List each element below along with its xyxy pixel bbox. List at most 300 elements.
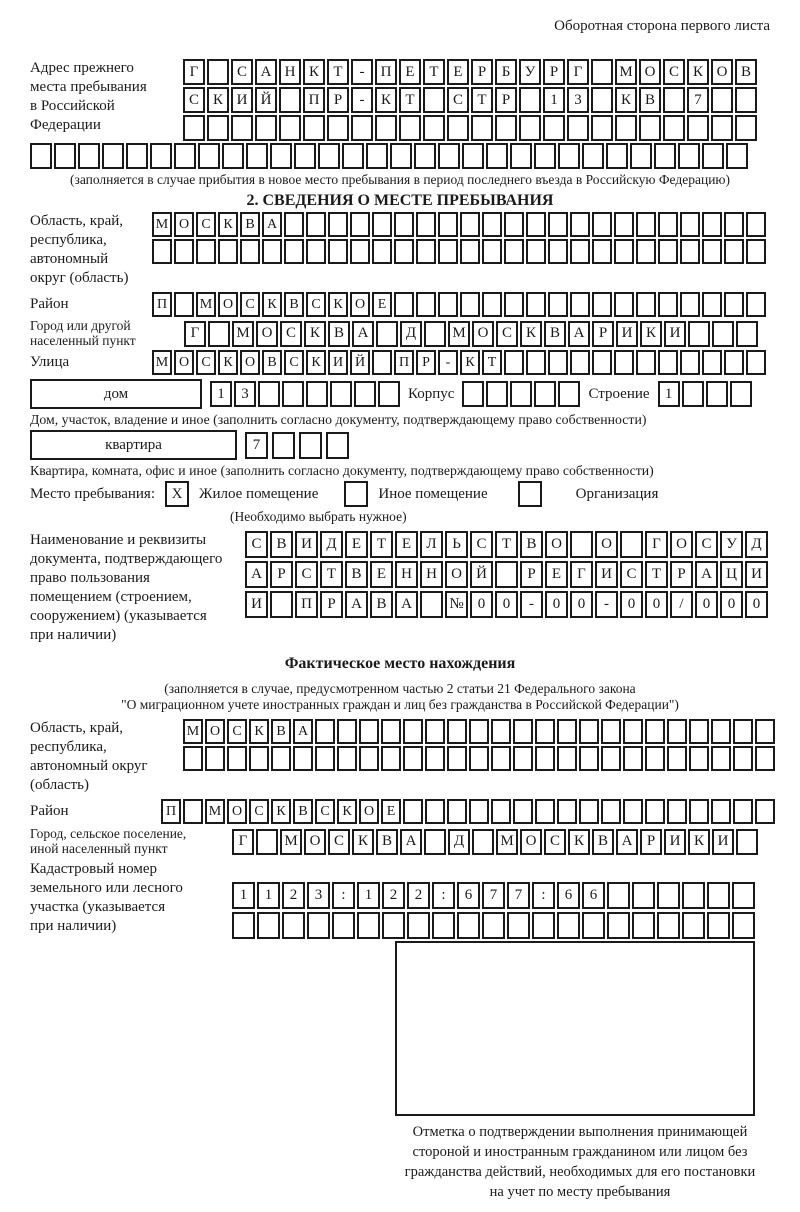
char-cell (658, 212, 678, 237)
char-cell: О (205, 719, 225, 744)
char-cell (702, 212, 722, 237)
char-cell (601, 719, 621, 744)
char-cell (526, 292, 546, 317)
char-cell: П (303, 87, 325, 113)
char-cell (472, 829, 494, 855)
checkbox-organizaciya (518, 481, 542, 507)
checkbox-zhiloe: X (165, 481, 189, 507)
char-cell (732, 882, 755, 909)
char-cell: - (351, 87, 373, 113)
char-cell (403, 746, 423, 771)
char-cell: : (432, 882, 455, 909)
char-cell: / (670, 591, 693, 618)
stroenie-label: Строение (588, 385, 650, 402)
city-block (30, 319, 770, 348)
char-cell (350, 212, 370, 237)
char-cell: 2 (282, 882, 305, 909)
char-cell: М (232, 321, 254, 347)
char-cell (548, 292, 568, 317)
char-cell (663, 115, 685, 141)
char-cell (654, 143, 676, 169)
city-label (30, 319, 184, 348)
char-cell: Е (447, 59, 469, 85)
label-line: земельного или лесного (30, 880, 183, 896)
char-cell (667, 799, 687, 824)
cadastral-row-1 (232, 882, 755, 909)
char-cell (623, 719, 643, 744)
char-cell (482, 212, 502, 237)
char-cell (293, 746, 313, 771)
stamp-caption-line: на учет по месту пребывания (489, 1184, 671, 1200)
char-cell (372, 212, 392, 237)
char-cell (486, 143, 508, 169)
char-cell (680, 239, 700, 264)
char-cell: М (280, 829, 302, 855)
char-cell: К (218, 350, 238, 375)
char-cell: - (520, 591, 543, 618)
char-cell (354, 381, 376, 407)
actual-city-row (232, 829, 758, 855)
char-cell (486, 381, 508, 407)
char-cell (582, 912, 605, 939)
char-cell (306, 381, 328, 407)
char-cell (438, 292, 458, 317)
char-cell (746, 212, 766, 237)
char-cell (736, 321, 758, 347)
char-cell: - (351, 59, 373, 85)
char-cell (460, 212, 480, 237)
char-cell: О (670, 531, 693, 558)
char-cell (491, 746, 511, 771)
char-cell (495, 561, 518, 588)
char-cell (504, 212, 524, 237)
char-cell: К (207, 87, 229, 113)
char-cell: Р (327, 87, 349, 113)
char-cell (240, 239, 260, 264)
char-cell (645, 746, 665, 771)
char-cell (726, 143, 748, 169)
char-cell (469, 719, 489, 744)
char-cell (591, 115, 613, 141)
char-cell: В (639, 87, 661, 113)
char-cell (680, 350, 700, 375)
char-cell (272, 432, 295, 459)
char-cell (724, 350, 744, 375)
prev-address-row-1 (183, 59, 757, 85)
label-line: иной населенный пункт (30, 840, 168, 856)
char-cell (381, 719, 401, 744)
char-cell (382, 912, 405, 939)
char-cell (102, 143, 124, 169)
char-cell: 0 (470, 591, 493, 618)
char-cell: П (295, 591, 318, 618)
char-cell (657, 912, 680, 939)
label-line: при наличии) (30, 918, 117, 934)
char-cell (462, 381, 484, 407)
char-cell: С (280, 321, 302, 347)
char-cell: 1 (357, 882, 380, 909)
char-cell (30, 143, 52, 169)
char-cell: Т (327, 59, 349, 85)
char-cell (689, 719, 709, 744)
char-cell: М (152, 350, 172, 375)
house-block (30, 379, 770, 409)
char-cell: С (470, 531, 493, 558)
char-cell: О (545, 531, 568, 558)
char-cell (328, 212, 348, 237)
char-cell (711, 799, 731, 824)
char-cell (724, 292, 744, 317)
char-cell (510, 381, 532, 407)
char-cell (255, 115, 277, 141)
char-cell (403, 799, 423, 824)
char-cell (557, 799, 577, 824)
char-cell: 7 (245, 432, 268, 459)
char-cell: С (284, 350, 304, 375)
char-cell (601, 799, 621, 824)
char-cell (711, 87, 733, 113)
char-cell (294, 143, 316, 169)
char-cell (513, 746, 533, 771)
char-cell: С (183, 87, 205, 113)
char-cell: А (245, 561, 268, 588)
char-cell: С (231, 59, 253, 85)
char-cell: Д (448, 829, 470, 855)
char-cell: М (152, 212, 172, 237)
char-cell (620, 531, 643, 558)
char-cell (438, 143, 460, 169)
label-line: при наличии) (30, 627, 117, 643)
char-cell: Р (416, 350, 436, 375)
char-cell: 0 (720, 591, 743, 618)
char-cell: 0 (545, 591, 568, 618)
char-cell: М (615, 59, 637, 85)
char-cell (636, 350, 656, 375)
char-cell: Р (495, 87, 517, 113)
char-cell: И (231, 87, 253, 113)
char-cell: М (183, 719, 203, 744)
street-label: Улица (30, 354, 70, 370)
region-block (30, 212, 770, 288)
char-cell: В (284, 292, 304, 317)
char-cell (658, 239, 678, 264)
char-cell (403, 719, 423, 744)
char-cell (558, 381, 580, 407)
char-cell (279, 87, 301, 113)
char-cell (416, 212, 436, 237)
char-cell: Т (320, 561, 343, 588)
cadastral-rows (232, 882, 755, 939)
char-cell: 1 (543, 87, 565, 113)
char-cell (78, 143, 100, 169)
char-cell: 1 (257, 882, 280, 909)
char-cell (447, 799, 467, 824)
char-cell: Г (567, 59, 589, 85)
page-side-note: Оборотная сторона первого листа (554, 18, 770, 34)
char-cell: К (568, 829, 590, 855)
char-cell (332, 912, 355, 939)
char-cell (150, 143, 172, 169)
char-cell (447, 746, 467, 771)
stay-type-note: (Необходимо выбрать нужное) (230, 509, 407, 524)
char-cell (658, 350, 678, 375)
char-cell (306, 212, 326, 237)
char-cell: 0 (495, 591, 518, 618)
char-cell: К (520, 321, 542, 347)
char-cell (755, 746, 775, 771)
char-cell: К (271, 799, 291, 824)
char-cell (724, 239, 744, 264)
cadastral-row-2 (232, 912, 755, 939)
char-cell (482, 292, 502, 317)
char-cell: Д (400, 321, 422, 347)
char-cell: О (304, 829, 326, 855)
char-cell (282, 912, 305, 939)
label-line: Адрес прежнего (30, 60, 134, 76)
char-cell: О (218, 292, 238, 317)
char-cell: 7 (507, 882, 530, 909)
char-cell: С (227, 719, 247, 744)
char-cell (591, 59, 613, 85)
char-cell: 6 (557, 882, 580, 909)
char-cell (746, 292, 766, 317)
char-cell (543, 115, 565, 141)
char-cell (733, 746, 753, 771)
char-cell (381, 746, 401, 771)
stamp-caption-line: Отметка о подтверждении выполнения принимающей (412, 1124, 748, 1140)
char-cell: И (328, 350, 348, 375)
char-cell: К (304, 321, 326, 347)
char-cell: М (448, 321, 470, 347)
label-line: места пребывания (30, 79, 147, 95)
char-cell: С (249, 799, 269, 824)
char-cell (372, 350, 392, 375)
char-cell: Й (350, 350, 370, 375)
char-cell (491, 719, 511, 744)
char-cell: Е (370, 561, 393, 588)
char-cell (519, 87, 541, 113)
char-cell: Г (184, 321, 206, 347)
region-label (30, 212, 152, 288)
char-cell: И (616, 321, 638, 347)
char-cell: К (303, 59, 325, 85)
char-cell (438, 212, 458, 237)
char-cell (462, 143, 484, 169)
char-cell (256, 829, 278, 855)
char-cell (645, 719, 665, 744)
char-cell: 3 (307, 882, 330, 909)
char-cell (491, 799, 511, 824)
char-cell (680, 212, 700, 237)
char-cell: 3 (234, 381, 256, 407)
char-cell (702, 143, 724, 169)
char-cell (270, 143, 292, 169)
char-cell (271, 746, 291, 771)
char-cell (614, 239, 634, 264)
char-cell: С (620, 561, 643, 588)
char-cell (279, 115, 301, 141)
char-cell: С (315, 799, 335, 824)
label-line: (область) (30, 777, 89, 793)
char-cell (632, 882, 655, 909)
char-cell: А (352, 321, 374, 347)
char-cell (711, 115, 733, 141)
char-cell (183, 746, 203, 771)
char-cell: П (394, 350, 414, 375)
char-cell: Г (570, 561, 593, 588)
document-row-1 (245, 531, 768, 558)
option-label-zhiloe: Жилое помещение (199, 485, 319, 502)
char-cell: К (375, 87, 397, 113)
char-cell: Б (495, 59, 517, 85)
district-row (152, 292, 766, 317)
char-cell: В (345, 561, 368, 588)
label-line: помещением (строением, (30, 589, 192, 605)
char-cell: К (352, 829, 374, 855)
char-cell: Е (372, 292, 392, 317)
char-cell (534, 143, 556, 169)
char-cell: Г (232, 829, 254, 855)
street-block (30, 350, 770, 375)
prev-address-rows (183, 59, 757, 141)
char-cell (630, 143, 652, 169)
char-cell (208, 321, 230, 347)
char-cell (231, 115, 253, 141)
char-cell (730, 381, 752, 407)
char-cell (207, 59, 229, 85)
char-cell: К (249, 719, 269, 744)
char-cell: Р (670, 561, 693, 588)
char-cell: М (196, 292, 216, 317)
char-cell (687, 115, 709, 141)
prev-address-row-2 (183, 87, 757, 113)
char-cell (570, 212, 590, 237)
document-label (30, 531, 245, 645)
char-cell: И (745, 561, 768, 588)
char-cell (460, 292, 480, 317)
apartment-row (245, 432, 349, 459)
char-cell (507, 912, 530, 939)
char-cell: О (445, 561, 468, 588)
char-cell (558, 143, 580, 169)
char-cell (504, 292, 524, 317)
char-cell: Р (320, 591, 343, 618)
region-row-1 (152, 212, 766, 237)
char-cell (457, 912, 480, 939)
char-cell (688, 321, 710, 347)
char-cell (307, 912, 330, 939)
stamp-caption-line: гражданства действий, необходимых для его постановки (404, 1164, 756, 1180)
char-cell: Е (395, 531, 418, 558)
char-cell: Г (183, 59, 205, 85)
char-cell (246, 143, 268, 169)
char-cell (425, 799, 445, 824)
char-cell (755, 719, 775, 744)
char-cell (394, 212, 414, 237)
char-cell (513, 719, 533, 744)
char-cell (592, 212, 612, 237)
char-cell: В (240, 212, 260, 237)
stay-type-label: Место пребывания: (30, 485, 155, 502)
cadastral-label (30, 860, 232, 936)
char-cell (399, 115, 421, 141)
char-cell (284, 239, 304, 264)
char-cell: М (205, 799, 225, 824)
char-cell (532, 912, 555, 939)
char-cell: Л (420, 531, 443, 558)
option-label-organizaciya: Организация (575, 485, 659, 502)
char-cell (535, 746, 555, 771)
char-cell (359, 719, 379, 744)
char-cell (615, 115, 637, 141)
char-cell (390, 143, 412, 169)
prev-address-block (30, 59, 770, 141)
apartment-block (30, 430, 770, 460)
char-cell (306, 239, 326, 264)
label-line: Область, край, (30, 720, 124, 736)
char-cell: О (520, 829, 542, 855)
stay-type-block (30, 481, 770, 507)
char-cell (702, 350, 722, 375)
char-cell: О (639, 59, 661, 85)
char-cell (337, 719, 357, 744)
actual-city-label (30, 827, 232, 856)
char-cell (469, 799, 489, 824)
char-cell: О (256, 321, 278, 347)
char-cell (513, 799, 533, 824)
char-cell: В (592, 829, 614, 855)
char-cell: П (161, 799, 181, 824)
char-cell (557, 746, 577, 771)
char-cell (707, 912, 730, 939)
char-cell (424, 321, 446, 347)
char-cell (712, 321, 734, 347)
char-cell: Й (255, 87, 277, 113)
char-cell (706, 381, 728, 407)
char-cell (724, 212, 744, 237)
char-cell: С (196, 350, 216, 375)
char-cell: Т (399, 87, 421, 113)
char-cell: Ь (445, 531, 468, 558)
char-cell (682, 882, 705, 909)
char-cell: К (328, 292, 348, 317)
char-cell: 0 (745, 591, 768, 618)
char-cell: Р (543, 59, 565, 85)
char-cell: О (350, 292, 370, 317)
char-cell (678, 143, 700, 169)
char-cell (510, 143, 532, 169)
char-cell (350, 239, 370, 264)
char-cell (504, 239, 524, 264)
char-cell: П (375, 59, 397, 85)
stamp-caption-line: стороной и иностранным гражданином или лицом без (412, 1144, 748, 1160)
char-cell (232, 912, 255, 939)
char-cell: Т (495, 531, 518, 558)
char-cell (526, 350, 546, 375)
char-cell (579, 746, 599, 771)
document-row-2 (245, 561, 768, 588)
char-cell (623, 746, 643, 771)
char-cell (351, 115, 373, 141)
char-cell: Е (381, 799, 401, 824)
char-cell: В (376, 829, 398, 855)
char-cell: К (460, 350, 480, 375)
char-cell: 2 (382, 882, 405, 909)
cadastral-block (30, 860, 770, 939)
char-cell (755, 799, 775, 824)
char-cell: 0 (570, 591, 593, 618)
char-cell: А (395, 591, 418, 618)
